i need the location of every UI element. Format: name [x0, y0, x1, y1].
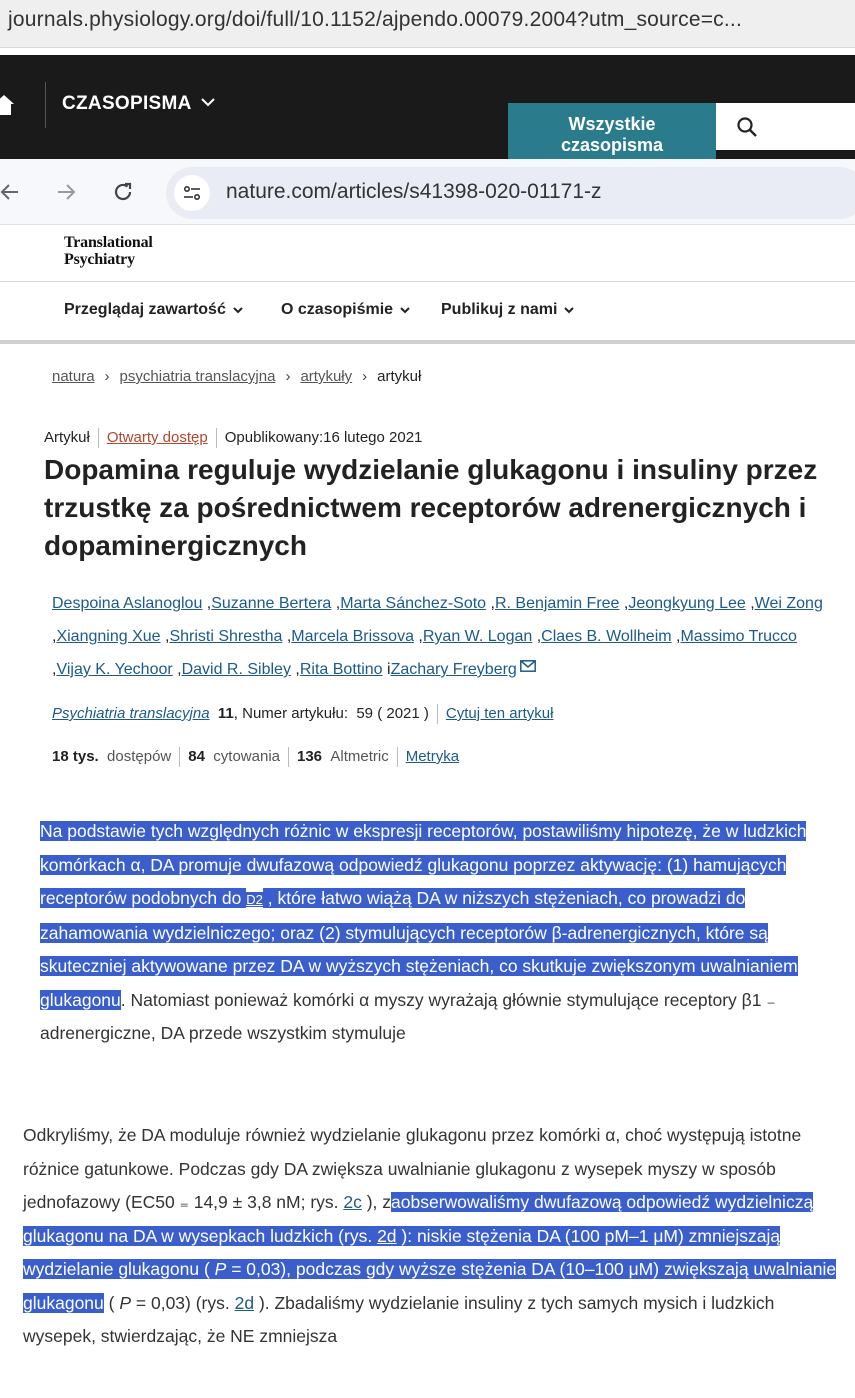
search-icon[interactable]: [736, 116, 758, 138]
article-meta: [44, 428, 422, 448]
highlighted-segment: aobserwowaliśmy dwufazową odpowiedź wydzielniczą glukagonu na DA w wysepkach ludzkich (rys.: [23, 1192, 814, 1246]
article-number: 59: [356, 704, 374, 722]
body-paragraph: [40, 815, 830, 1051]
author-link[interactable]: Ryan W. Logan: [422, 628, 533, 645]
breadcrumb-separator: ›: [362, 368, 368, 385]
author-separator: ,: [745, 595, 755, 612]
meta-separator: [98, 428, 99, 448]
journal-name-link[interactable]: Psychiatria translacyjna: [52, 704, 210, 722]
nav-publish-label: Publikuj z nami: [441, 301, 558, 318]
article-number-label: , Numer artykułu:: [233, 704, 353, 722]
author-separator: ,: [290, 661, 300, 678]
author-link[interactable]: Despoina Aslanoglou: [52, 595, 203, 612]
author-separator: ,: [671, 628, 681, 645]
author-separator: ,: [331, 595, 341, 612]
breadcrumb: [52, 368, 421, 385]
author-separator: i: [382, 661, 391, 678]
breadcrumb-separator: ›: [285, 368, 291, 385]
author-link[interactable]: Jeongkyung Lee: [628, 595, 746, 612]
journal-logo[interactable]: [64, 234, 153, 268]
all-journals-label-2: czasopisma: [560, 135, 664, 155]
all-journals-label-1: Wszystkie: [568, 114, 656, 134]
author-link[interactable]: Vijay K. Yechoor: [56, 661, 173, 678]
author-separator: ,: [413, 628, 423, 645]
journals-menu-button[interactable]: CZASOPISMA: [62, 93, 192, 114]
paragraph-text: ). Zbadaliśmy wydzielanie insuliny z tych samych mysich i ludzkich wysepek, stwierdzając, że NE zmniejsza: [23, 1292, 775, 1346]
author-line-2: [52, 620, 852, 653]
article-metrics: [52, 747, 459, 767]
address-text[interactable]: nature.com/articles/s41398-020-01171-z: [226, 180, 602, 203]
breadcrumb-separator: ›: [104, 368, 110, 385]
author-link[interactable]: Wei Zong: [754, 595, 823, 612]
reference-link[interactable]: D2: [246, 892, 263, 907]
author-separator: ,: [282, 628, 292, 645]
outer-url-bar[interactable]: [0, 0, 855, 48]
accesses-label: dostępów: [107, 747, 172, 765]
chevron-down-icon: [563, 304, 575, 316]
author-line-3: [52, 653, 852, 686]
p-value-symbol: P: [119, 1292, 132, 1313]
author-separator: ,: [52, 661, 57, 678]
volume: 11: [217, 704, 234, 722]
author-separator: ,: [52, 628, 57, 645]
author-link[interactable]: Rita Bottino: [299, 661, 383, 678]
citation-year: ( 2021 ): [377, 704, 429, 722]
breadcrumb-link[interactable]: natura: [52, 368, 95, 385]
all-journals-button[interactable]: [508, 103, 716, 159]
author-link[interactable]: Suzanne Bertera: [211, 595, 332, 612]
metrics-link[interactable]: Metryka: [405, 747, 460, 765]
citations-label: cytowania: [213, 747, 280, 765]
p-value-symbol: P: [214, 1259, 227, 1279]
nav-browse-label: Przeglądaj zawartość: [64, 301, 226, 318]
author-link[interactable]: Marta Sánchez-Soto: [340, 595, 487, 612]
author-link[interactable]: Massimo Trucco: [680, 628, 797, 645]
nav-publish-with-us[interactable]: [441, 301, 575, 319]
nav-browse-content[interactable]: [64, 301, 244, 319]
logo-line-2: Psychiatry: [64, 251, 135, 268]
author-link[interactable]: Claes B. Wollheim: [541, 628, 672, 645]
logo-line-1: Translational: [64, 234, 153, 251]
header-divider: [45, 82, 46, 128]
paragraph-text: ), z: [361, 1192, 392, 1212]
chevron-down-icon: [399, 304, 411, 316]
forward-arrow-icon[interactable]: [54, 180, 78, 204]
citation-line: [52, 704, 553, 724]
citations-count: 84: [188, 747, 205, 765]
chevron-down-icon: [232, 304, 244, 316]
highlighted-segment: ): niskie stężenia DA (100 pM–1 μM) zmniejszają wydzielanie glukagonu (: [23, 1225, 781, 1279]
header-divider-line: [0, 281, 855, 282]
chevron-down-icon[interactable]: [199, 93, 217, 111]
highlighted-segment: = 0,03), podczas gdy wyższe stężenia DA (10–100 μM) zwiększają uwalnianie glukagonu: [23, 1259, 837, 1313]
site-settings-icon[interactable]: [174, 175, 210, 211]
author-separator: ,: [532, 628, 542, 645]
author-separator: ,: [160, 628, 170, 645]
home-icon[interactable]: [0, 94, 16, 116]
paragraph-text: = 0,03) (rys.: [131, 1292, 235, 1313]
email-icon[interactable]: [520, 660, 536, 672]
accesses-count: 18 tys.: [52, 747, 99, 765]
meta-separator: [397, 747, 398, 767]
meta-separator: [179, 747, 180, 767]
author-line-1: [52, 587, 852, 620]
author-link[interactable]: Zachary Freyberg: [390, 661, 517, 678]
author-separator: ,: [486, 595, 495, 612]
back-arrow-icon[interactable]: [0, 180, 22, 204]
paragraph-text: Odkryliśmy, że DA moduluje również wydzielanie glukagonu przez komórki α, choć występują istotne różnice gatunkowe. Podczas gdy DA zwiększa uwalnianie glukagonu z wysepek myszy w sposób jednofazowy (EC50 ₌ 14,9 ± 3,8 nM; rys.: [23, 1125, 802, 1212]
highlighted-text: Na podstawie tych względnych różnic w ekspresji receptorów, postawiliśmy hipotezę, że w ludzkich komórkach α, DA promuje dwufazową odpowiedź glukagonu poprzez aktywację: (1) hamujących receptorów podobnych do: [40, 821, 807, 908]
meta-separator: [288, 747, 289, 767]
meta-separator: [216, 428, 217, 448]
author-separator: ,: [619, 595, 629, 612]
altmetric-score: 136: [297, 747, 323, 765]
breadcrumb-link[interactable]: artykuły: [300, 368, 353, 385]
author-link[interactable]: Marcela Brissova: [291, 628, 414, 645]
author-separator: ,: [202, 595, 212, 612]
outer-url-text: journals.physiology.org/doi/full/10.1152/ajpendo.00079.2004?utm_source=c...: [8, 8, 742, 31]
article-title: Dopamina reguluje wydzielanie glukagonu i insuliny przez trzustkę za pośrednictwem receptorów adrenergicznych i dopaminergicznych: [44, 454, 818, 561]
breadcrumb-current: artykuł: [377, 368, 422, 385]
altmetric-label: Altmetric: [330, 747, 389, 765]
breadcrumb-link[interactable]: psychiatria translacyjna: [119, 368, 276, 385]
nav-divider-line: [0, 340, 855, 344]
author-link[interactable]: Shristi Shrestha: [169, 628, 283, 645]
open-access-link[interactable]: Otwarty dostęp: [106, 428, 208, 446]
author-link[interactable]: Xiangning Xue: [56, 628, 161, 645]
article-type: Artykuł: [44, 428, 90, 446]
cite-article-link[interactable]: Cytuj ten artykuł: [445, 704, 554, 722]
author-link[interactable]: David R. Sibley: [181, 661, 291, 678]
figure-link[interactable]: 2d: [377, 1225, 397, 1246]
figure-link[interactable]: 2d: [234, 1292, 255, 1313]
highlighted-text: , które łatwo wiążą DA w niższych stężeniach, co prowadzi do zahamowania wydzielniczego; oraz (2) stymulujących receptorów β-adrenergicznych, które są skuteczniej aktywowane przez DA w wyższych stężeniach, co skutkuje zwiększonym uwalnianiem glukagonu: [40, 888, 798, 1010]
paragraph-text: . Natomiast ponieważ komórki α myszy wyrażają głównie stymulujące receptory β1 ₋ adrenergiczne, DA przede wszystkim stymuluje: [40, 989, 776, 1043]
body-paragraph: [23, 1119, 838, 1354]
paragraph-text: (: [103, 1292, 120, 1313]
author-list: [52, 587, 852, 686]
reload-icon[interactable]: [111, 180, 135, 204]
meta-separator: [437, 704, 438, 724]
nav-about-journal[interactable]: [281, 301, 411, 319]
figure-link[interactable]: 2c: [343, 1192, 362, 1212]
nav-about-label: O czasopiśmie: [281, 301, 394, 318]
author-separator: ,: [172, 661, 182, 678]
author-link[interactable]: R. Benjamin Free: [494, 595, 620, 612]
published-date: Opublikowany:16 lutego 2021: [224, 428, 423, 446]
